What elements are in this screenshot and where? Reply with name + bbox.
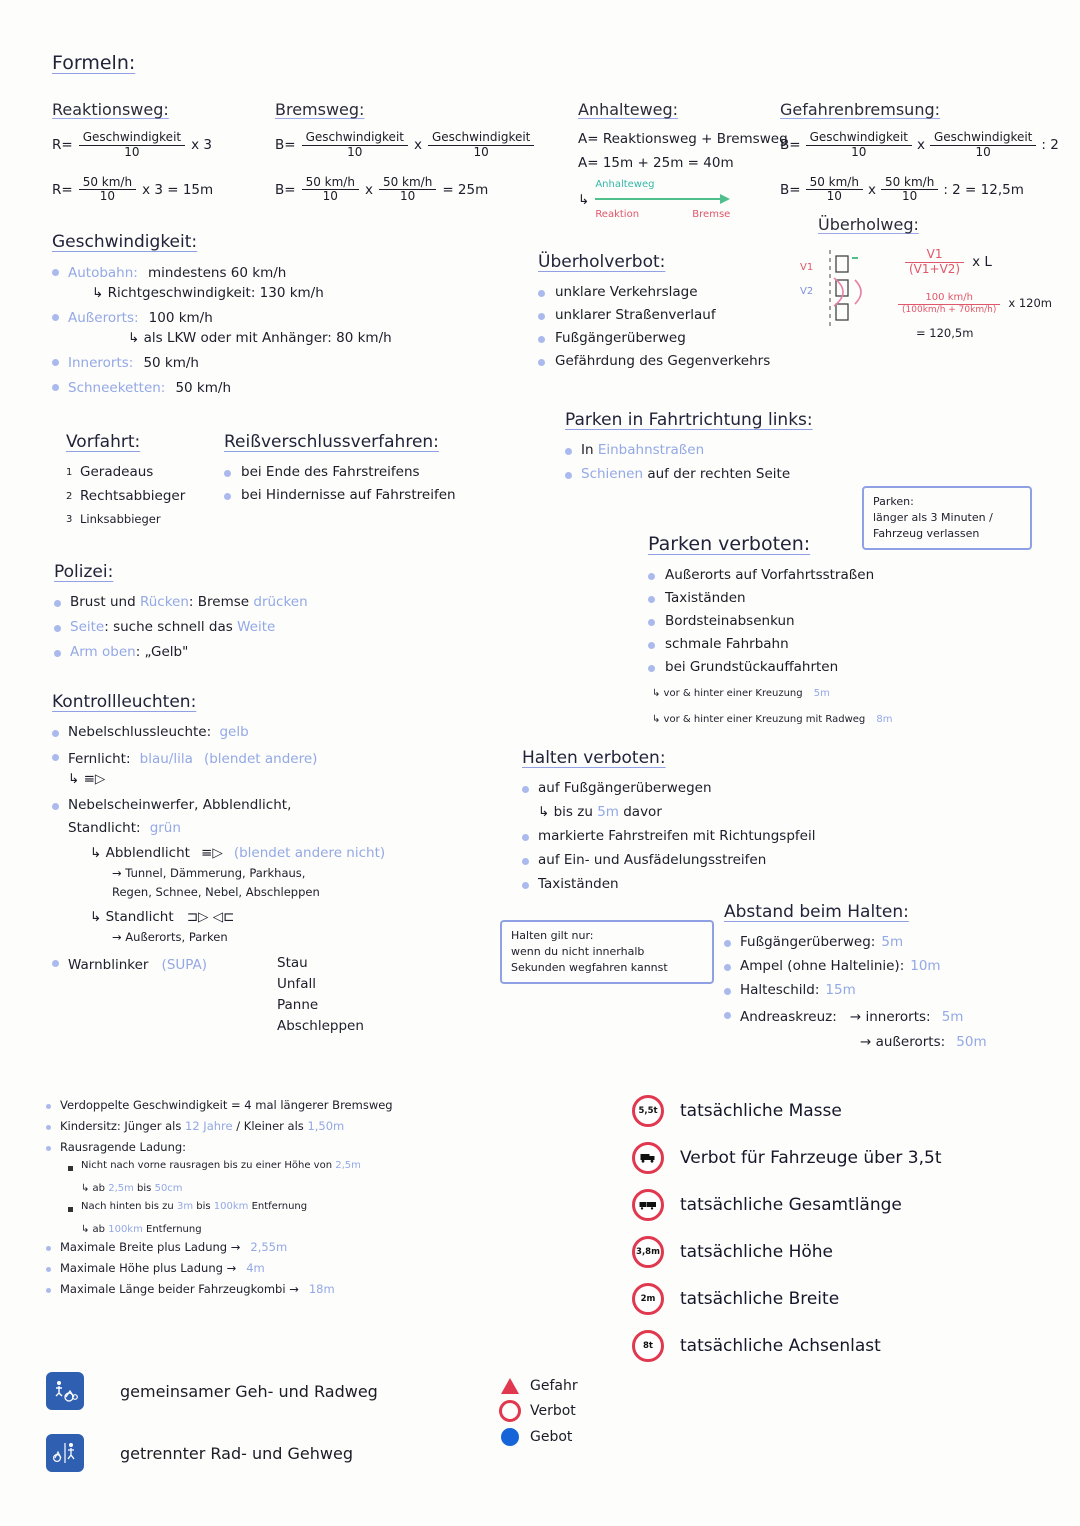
kl-label-2: Nebelscheinwerfer, Abblendlicht, xyxy=(68,797,292,813)
section-vorfahrt xyxy=(66,432,185,526)
list-item xyxy=(648,567,1048,584)
pl-0b: Einbahnstraßen xyxy=(597,442,705,458)
list-item xyxy=(46,1261,606,1275)
round-sign-label-0: tatsächliche Masse xyxy=(680,1101,842,1121)
kl-abblend-icon: ≡▷ xyxy=(201,845,223,861)
bremsweg-g1den: 10 xyxy=(322,189,338,204)
ueberholweg-heading: Überholweg: xyxy=(818,215,919,234)
getrennter-rad-gehweg-icon xyxy=(46,1434,84,1472)
pv-item-3: schmale Fahrbahn xyxy=(665,635,789,652)
ab-label-0: Fußgängerüberweg: xyxy=(740,934,876,950)
kl-warn-line-1: Unfall xyxy=(277,976,316,992)
svg-text:V1: V1 xyxy=(800,262,814,273)
kl-stand-icon: ⊐▷ ◁⊏ xyxy=(186,909,235,925)
kl-sub-1: ↳ ≡▷ xyxy=(68,771,106,787)
mx-2b: 18m xyxy=(308,1282,335,1296)
section-kontrollleuchten xyxy=(52,692,532,1034)
ld-0b: 2,5m xyxy=(335,1160,361,1171)
length-sign-icon xyxy=(632,1189,664,1221)
list-item xyxy=(52,352,562,371)
ld-3a: ↳ ab xyxy=(81,1224,109,1235)
ab-label-3: Andreaskreuz: xyxy=(740,1009,837,1025)
mass-sign-icon xyxy=(632,1095,664,1127)
mx-1b: 4m xyxy=(246,1261,265,1275)
list-item xyxy=(46,1098,606,1112)
round-sign-label-1: Verbot für Fahrzeuge über 3,5t xyxy=(680,1148,942,1168)
bremsweg-g2den: 10 xyxy=(400,189,416,204)
mx-1a: Maximale Höhe plus Ladung → xyxy=(60,1261,237,1275)
gemeinsamer-geh-radweg-icon xyxy=(46,1372,84,1410)
pl-1c: auf der rechten Seite xyxy=(643,466,791,482)
gesch-sub-0: ↳ Richtgeschwindigkeit: 130 km/h xyxy=(92,285,324,301)
pv-item-2: Bordsteinabsenkun xyxy=(665,612,795,629)
polizei-0c: : Bremse xyxy=(188,594,254,610)
width-sign-icon xyxy=(632,1283,664,1315)
legend-group xyxy=(498,1378,578,1452)
bremsweg-f1den: 10 xyxy=(347,144,363,159)
section-halten-verboten xyxy=(522,748,942,892)
list-item xyxy=(498,1428,578,1446)
uv-item-2: Fußgängerüberweg xyxy=(555,329,686,346)
gesch-label-0: Autobahn: xyxy=(68,265,138,281)
ld-2d: 100km xyxy=(213,1201,249,1212)
ab-sub2-b: 50m xyxy=(956,1034,987,1050)
list-item xyxy=(46,1434,378,1472)
bremsweg-g1num: 50 km/h xyxy=(302,176,359,191)
polizei-heading: Polizei: xyxy=(54,562,114,582)
gesch-label-1: Außerorts: xyxy=(68,310,139,326)
hv-sub-b: 5m xyxy=(597,804,619,820)
halten-verboten-heading: Halten verboten: xyxy=(522,748,666,768)
sign-text-5: 8t xyxy=(643,1341,653,1351)
list-item xyxy=(54,594,308,610)
list-item xyxy=(68,1160,606,1171)
list-item xyxy=(648,590,1048,607)
svg-text:V2: V2 xyxy=(800,286,814,297)
long-truck-glyph-icon xyxy=(639,1201,657,1210)
bremsweg-mult: x xyxy=(413,137,422,154)
bl-item-1d: 1,50m xyxy=(307,1119,345,1133)
gesch-value-3: 50 km/h xyxy=(175,380,231,396)
ld-3b: 100km xyxy=(108,1224,143,1235)
list-item xyxy=(46,1240,606,1254)
verbot-circle-icon xyxy=(498,1400,522,1422)
uw-enum: 100 km/h xyxy=(898,292,1000,305)
bike-sign-label-0: gemeinsamer Geh- und Radweg xyxy=(120,1381,378,1401)
anhalteweg-line1: A= Reaktionsweg + Bremsweg xyxy=(578,131,788,147)
kl-warn-txt: Warnblinker xyxy=(68,957,149,973)
round-sign-label-4: tatsächliche Breite xyxy=(680,1289,840,1309)
parken-verboten-heading: Parken verboten: xyxy=(648,533,811,555)
bremsweg-mult2: x xyxy=(364,181,373,198)
reaktionsweg-line2-post: x 3 = 15m xyxy=(142,181,214,198)
kl-label-0: Nebelschlussleuchte: xyxy=(68,724,212,740)
formula-bremsweg xyxy=(275,100,540,204)
anhalteweg-arrow-icon xyxy=(595,193,730,205)
hv-item-2: auf Ein- und Ausfädelungsstreifen xyxy=(538,852,767,868)
bl-item-0: Verdoppelte Geschwindigkeit = 4 mal längerer Bremsweg xyxy=(60,1098,393,1112)
polizei-2c: : „Gelb" xyxy=(135,644,189,660)
bremsweg-heading: Bremsweg: xyxy=(275,100,365,119)
gb-mult2: x xyxy=(867,181,876,198)
bremsweg-line2-pre: B= xyxy=(275,181,296,198)
sign-text-3: 3,8m xyxy=(636,1247,660,1257)
pl-1b: Schienen xyxy=(581,466,644,482)
abstand-heading: Abstand beim Halten: xyxy=(724,902,909,922)
legend-label-2: Gebot xyxy=(530,1429,573,1445)
sign-text-0: 5,5t xyxy=(638,1106,658,1116)
polizei-0d: drücken xyxy=(253,594,308,610)
bremsweg-f1num: Geschwindigkeit xyxy=(302,131,408,146)
round-sign-label-2: tatsächliche Gesamtlänge xyxy=(680,1195,902,1215)
polizei-1d: Weite xyxy=(237,619,276,635)
ld-1b: 2,5m xyxy=(108,1183,134,1194)
truck-ban-sign-icon xyxy=(632,1142,664,1174)
anhalteweg-heading: Anhalteweg: xyxy=(578,100,679,119)
list-item xyxy=(648,613,1048,630)
halten-note-line1: Halten gilt nur: xyxy=(511,929,594,942)
list-item xyxy=(46,1372,378,1410)
kl-value-2: grün xyxy=(149,820,181,836)
ld-2c: bis xyxy=(193,1201,214,1212)
kl-value-0: gelb xyxy=(219,724,249,740)
gefahr-triangle-icon xyxy=(498,1378,522,1394)
uw-eresult: = 120,5m xyxy=(916,326,974,340)
list-item xyxy=(224,487,456,504)
anhalteweg-hook: ↳ xyxy=(578,191,590,208)
pv-item-0: Außerorts auf Vorfahrtsstraßen xyxy=(665,567,875,583)
uw-eden: (100km/h + 70km/h) xyxy=(902,304,997,315)
ab-sub2-a: → außerorts: xyxy=(860,1034,946,1050)
ld-0a: Nicht nach vorne rausragen bis zu einer Höhe von xyxy=(81,1160,336,1171)
pl-0a: In xyxy=(581,442,598,458)
kl-value-1: blau/lila xyxy=(139,751,193,767)
section-parken-links xyxy=(565,410,965,482)
sign-text-4: 2m xyxy=(640,1294,656,1304)
polizei-1c: : suche schnell das xyxy=(104,619,238,635)
ab-value-2: 15m xyxy=(825,982,856,998)
ab-sub1-b: 5m xyxy=(941,1009,964,1025)
ld-2a: Nach hinten bis zu xyxy=(81,1201,177,1212)
gesch-value-1: 100 km/h xyxy=(148,310,213,326)
formula-gefahrenbremsung xyxy=(780,100,1059,204)
list-item xyxy=(538,353,938,370)
axle-load-sign-icon xyxy=(632,1330,664,1362)
bremsweg-f2den: 10 xyxy=(473,144,489,159)
parken-note-line2: länger als 3 Minuten / xyxy=(873,510,993,524)
halten-note-line3: Sekunden wegfahren kannst xyxy=(511,960,668,974)
reaktionsweg-den: 10 xyxy=(124,144,140,159)
list-item xyxy=(68,1201,606,1212)
bl-item-1c: / Kleiner als xyxy=(232,1119,308,1133)
kl-note-1: (blendet andere) xyxy=(203,751,318,767)
ab-label-2: Halteschild: xyxy=(740,982,820,998)
formula-reaktionsweg xyxy=(52,100,213,204)
round-sign-label-3: tatsächliche Höhe xyxy=(680,1242,833,1262)
kl-stand-txt: ↳ Standlicht xyxy=(90,909,174,925)
rv-item-1: bei Hindernisse auf Fahrstreifen xyxy=(241,486,456,503)
reissverschluss-heading: Reißverschlussverfahren: xyxy=(224,432,439,452)
ld-2b: 3m xyxy=(176,1201,194,1212)
ueberholverbot-heading: Überholverbot: xyxy=(538,252,666,272)
section-parken-verboten xyxy=(648,533,1048,726)
list-item xyxy=(46,1119,606,1133)
list-item xyxy=(632,1283,942,1315)
ab-label-1: Ampel (ohne Haltelinie): xyxy=(740,958,905,974)
parken-note-line1: Parken: xyxy=(873,495,914,508)
truck-glyph-icon xyxy=(640,1153,656,1163)
kl-abblend-sub2: Regen, Schnee, Nebel, Abschleppen xyxy=(112,885,320,899)
list-item xyxy=(66,488,185,504)
round-sign-label-5: tatsächliche Achsenlast xyxy=(680,1336,881,1356)
uv-item-0: unklare Verkehrslage xyxy=(555,284,698,300)
pv-sub1-val: 5m xyxy=(813,688,830,700)
ab-sub1-a: → innerorts: xyxy=(849,1009,931,1025)
reaktionsweg-line1-pre: R= xyxy=(52,137,73,154)
anhalteweg-sub-right: Bremse xyxy=(692,209,731,220)
ld-1a: ↳ ab xyxy=(81,1183,109,1194)
list-item xyxy=(632,1189,942,1221)
bl-item-1b: 12 Jahre xyxy=(185,1119,233,1133)
reaktionsweg-num: Geschwindigkeit xyxy=(79,131,185,146)
list-item xyxy=(46,1282,606,1296)
list-item xyxy=(52,262,562,301)
hv-sub-a: ↳ bis zu xyxy=(538,804,598,820)
gb-f1num: Geschwindigkeit xyxy=(806,131,912,146)
pv-sub1-txt: ↳ vor & hinter einer Kreuzung xyxy=(652,688,803,700)
kontrollleuchten-heading: Kontrollleuchten: xyxy=(52,692,197,712)
kl-warn-line-0: Stau xyxy=(277,955,308,971)
kl-warn-note: (SUPA) xyxy=(161,957,208,973)
list-item xyxy=(522,876,942,892)
list-item xyxy=(538,284,938,301)
gesch-value-2: 50 km/h xyxy=(143,355,199,371)
bremsweg-result: = 25m xyxy=(442,181,489,198)
list-item xyxy=(498,1400,578,1422)
geschwindigkeit-heading: Geschwindigkeit: xyxy=(52,232,198,252)
kl-warn-line-2: Panne xyxy=(277,997,319,1013)
pv-sub2-val: 8m xyxy=(876,714,893,726)
reaktionsweg-num2: 50 km/h xyxy=(79,176,136,191)
reaktionsweg-heading: Reaktionsweg: xyxy=(52,100,169,119)
bike-sign-label-1: getrennter Rad- und Gehweg xyxy=(120,1443,353,1463)
gefahrenbremsung-heading: Gefahrenbremsung: xyxy=(780,100,941,119)
section-bottom-notes xyxy=(46,1098,606,1296)
anhalteweg-arrow-label: Anhalteweg xyxy=(595,179,655,190)
vorfahrt-label-2: Linksabbieger xyxy=(80,512,161,526)
gb-g2num: 50 km/h xyxy=(881,176,938,191)
list-item xyxy=(724,934,1054,950)
section-geschwindigkeit xyxy=(52,232,562,396)
uw-fnum: V1 xyxy=(905,248,964,263)
hv-item-1: markierte Fahrstreifen mit Richtungspfeil xyxy=(538,828,816,844)
list-item xyxy=(632,1330,942,1362)
formula-anhalteweg xyxy=(578,100,788,220)
anhalteweg-line2: A= 15m + 25m = 40m xyxy=(578,155,734,171)
list-item xyxy=(52,724,532,740)
parken-note-line3: Fahrzeug verlassen xyxy=(873,526,980,540)
list-item xyxy=(724,982,1054,998)
gb-f1den: 10 xyxy=(851,144,867,159)
section-polizei xyxy=(54,562,308,660)
bremsweg-line1-pre: B= xyxy=(275,137,296,154)
vorfahrt-label-1: Rechtsabbieger xyxy=(80,488,186,504)
gesch-label-2: Innerorts: xyxy=(68,355,134,371)
ld-1c: bis xyxy=(133,1183,155,1194)
list-item xyxy=(648,659,1048,676)
gb-divider: : 2 xyxy=(1041,137,1059,154)
pv-sub2-txt: ↳ vor & hinter einer Kreuzung mit Radweg xyxy=(652,714,866,726)
list-item xyxy=(52,377,562,396)
gebot-circle-icon xyxy=(498,1428,522,1446)
halten-note-line2: wenn du nicht innerhalb xyxy=(511,944,645,958)
gb-line1-pre: B= xyxy=(780,137,801,154)
gesch-value-0: mindestens 60 km/h xyxy=(147,265,287,281)
height-sign-icon xyxy=(632,1236,664,1268)
gb-g2den: 10 xyxy=(902,189,918,204)
kl-label-1: Fernlicht: xyxy=(68,751,131,767)
kl-abblend-sub1: → Tunnel, Dämmerung, Parkhaus, xyxy=(112,866,306,880)
list-item xyxy=(66,464,185,480)
formula-ueberholweg xyxy=(818,215,919,234)
ab-value-0: 5m xyxy=(881,934,904,950)
list-item xyxy=(54,644,308,660)
gesch-label-3: Schneeketten: xyxy=(68,380,166,396)
ab-value-1: 10m xyxy=(910,958,941,974)
pv-item-4: bei Grundstückauffahrten xyxy=(665,658,839,675)
list-item xyxy=(46,1140,606,1154)
pv-item-1: Taxiständen xyxy=(665,589,746,606)
list-item xyxy=(565,442,965,458)
kl-warn-line-3: Abschleppen xyxy=(277,1018,364,1034)
section-abstand-halten xyxy=(724,902,1054,1050)
bl-item-1a: Kindersitz: Jünger als xyxy=(60,1119,186,1133)
ld-2e: Entfernung xyxy=(248,1201,308,1212)
gb-f2den: 10 xyxy=(975,144,991,159)
list-item xyxy=(52,797,532,944)
hv-item-3: Taxiständen xyxy=(538,876,619,892)
ld-3c: Entfernung xyxy=(142,1224,202,1235)
vorfahrt-num-2: 3 xyxy=(66,513,73,525)
kl-abblend-note: (blendet andere nicht) xyxy=(233,845,386,861)
list-item xyxy=(538,307,938,324)
round-signs-group xyxy=(632,1095,942,1377)
vorfahrt-num-0: 1 xyxy=(66,466,73,478)
list-item xyxy=(724,958,1054,974)
reaktionsweg-line2-pre: R= xyxy=(52,181,73,198)
list-item xyxy=(52,748,532,787)
list-item xyxy=(632,1095,942,1127)
mx-2a: Maximale Länge beider Fahrzeugkombi → xyxy=(60,1282,299,1296)
gb-mult: x xyxy=(916,137,925,154)
mx-0a: Maximale Breite plus Ladung → xyxy=(60,1240,241,1254)
gb-g1num: 50 km/h xyxy=(806,176,863,191)
uw-epost: x 120m xyxy=(1008,296,1052,311)
section-ueberholverbot xyxy=(538,252,938,376)
polizei-1b: Seite xyxy=(70,619,105,635)
polizei-0b: Rücken xyxy=(139,594,189,610)
ld-1d: 50cm xyxy=(154,1183,183,1194)
kl-abblend-txt: ↳ Abblendlicht xyxy=(90,845,190,861)
list-item xyxy=(498,1378,578,1394)
parken-links-heading: Parken in Fahrtrichtung links: xyxy=(565,410,813,430)
list-item xyxy=(565,466,965,482)
list-item xyxy=(66,512,185,526)
uv-item-1: unklarer Straßenverlauf xyxy=(555,306,716,323)
rv-item-0: bei Ende des Fahrstreifens xyxy=(241,464,420,480)
gb-line2-pre: B= xyxy=(780,181,801,198)
vorfahrt-heading: Vorfahrt: xyxy=(66,432,141,452)
bremsweg-g2num: 50 km/h xyxy=(379,176,436,191)
reaktionsweg-line1-post: x 3 xyxy=(191,137,212,154)
gb-result: : 2 = 12,5m xyxy=(943,181,1024,198)
list-item xyxy=(648,636,1048,653)
gb-g1den: 10 xyxy=(826,189,842,204)
kl-label2-2: Standlicht: xyxy=(68,820,141,836)
kl-stand-sub: → Außerorts, Parken xyxy=(112,930,228,944)
vorfahrt-num-1: 2 xyxy=(66,490,73,502)
legend-label-1: Verbot xyxy=(530,1403,576,1419)
polizei-0a: Brust und xyxy=(70,594,140,610)
list-item xyxy=(54,619,308,635)
list-item xyxy=(724,1006,1054,1050)
bike-signs-group xyxy=(46,1372,378,1472)
list-item xyxy=(224,464,456,481)
legend-label-0: Gefahr xyxy=(530,1378,578,1394)
bremsweg-f2num: Geschwindigkeit xyxy=(428,131,534,146)
ped-bike-glyph-icon xyxy=(52,1378,78,1404)
reaktionsweg-den2: 10 xyxy=(99,189,116,204)
hv-item-0: auf Fußgängerüberwegen xyxy=(538,780,712,796)
list-item xyxy=(632,1142,942,1174)
bl-item-2: Rausragende Ladung: xyxy=(60,1140,187,1154)
list-item xyxy=(632,1236,942,1268)
list-item xyxy=(52,307,562,346)
list-item xyxy=(522,780,942,820)
anhalteweg-sub-left: Reaktion xyxy=(595,209,640,220)
uw-fden: (V1+V2) xyxy=(909,261,961,276)
polizei-2b: Arm oben xyxy=(70,644,136,660)
uw-fpost: x L xyxy=(972,254,992,271)
halten-note-box xyxy=(500,920,714,984)
uv-item-3: Gefährdung des Gegenverkehrs xyxy=(555,352,771,369)
list-item xyxy=(538,330,938,347)
list-item xyxy=(522,852,942,868)
gb-f2num: Geschwindigkeit xyxy=(930,131,1036,146)
mx-0b: 2,55m xyxy=(250,1240,288,1254)
list-item xyxy=(522,828,942,844)
hv-sub-c: davor xyxy=(618,804,662,820)
gesch-sub-1: ↳ als LKW oder mit Anhänger: 80 km/h xyxy=(128,330,392,346)
bike-ped-split-glyph-icon xyxy=(52,1440,78,1466)
section-reissverschluss xyxy=(224,432,456,510)
page-title: Formeln: xyxy=(52,52,136,74)
vorfahrt-label-0: Geradeaus xyxy=(80,464,154,480)
